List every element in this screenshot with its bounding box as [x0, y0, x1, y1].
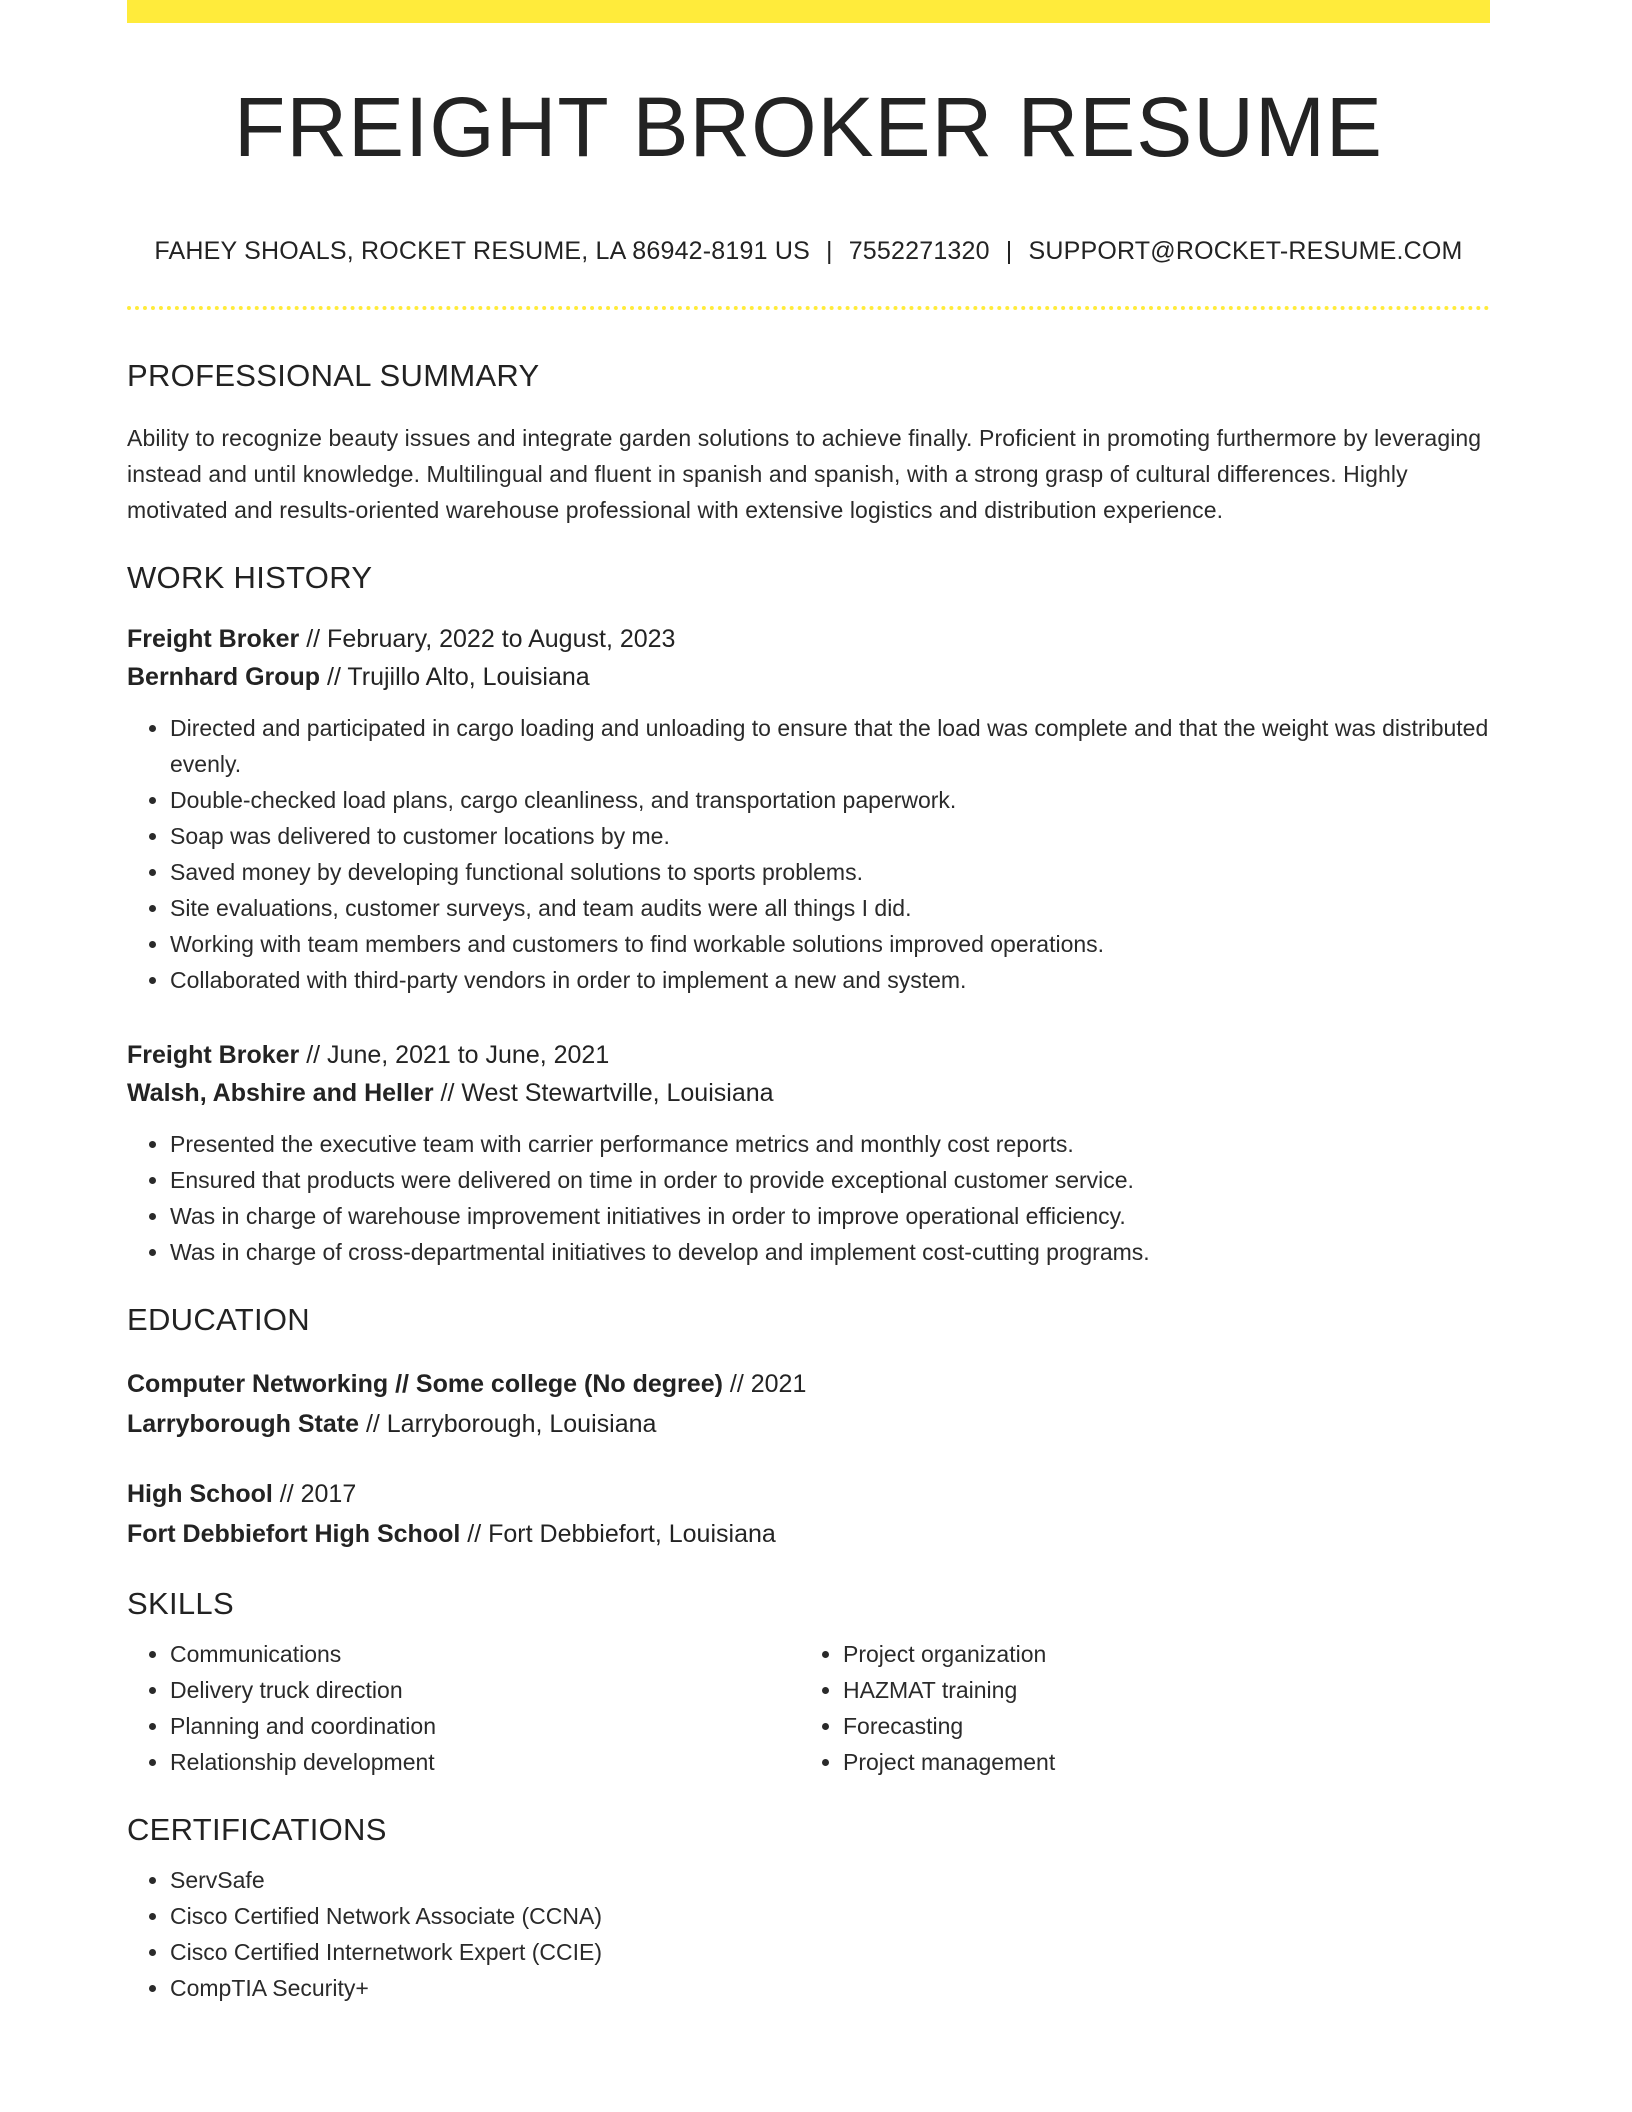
- resume-title: FREIGHT BROKER RESUME: [234, 80, 1383, 174]
- section-heading-education: EDUCATION: [127, 1302, 310, 1337]
- education-school: Larryborough State: [127, 1410, 359, 1438]
- skills-columns: [127, 1636, 1490, 1780]
- list-item: • Cisco Certified Network Associate (CCNA): [170, 1898, 1490, 1934]
- education-entry: [127, 1474, 1490, 1554]
- job-location: // Trujillo Alto, Louisiana: [327, 663, 590, 691]
- job-dates: // February, 2022 to August, 2023: [306, 625, 676, 653]
- education-school: Fort Debbiefort High School: [127, 1520, 461, 1548]
- education-degree: Computer Networking // Some college (No degree): [127, 1370, 723, 1398]
- list-item: • HAZMAT training: [843, 1672, 1473, 1708]
- education-entry: [127, 1364, 1490, 1444]
- education-year: // 2021: [729, 1370, 807, 1398]
- section-heading-skills: SKILLS: [127, 1586, 234, 1621]
- education-degree-line: [127, 1364, 1490, 1404]
- section-heading-certifications: CERTIFICATIONS: [127, 1812, 387, 1847]
- list-item: • Was in charge of cross-departmental initiatives to develop and implement cost-cutting programs.: [170, 1234, 1490, 1270]
- accent-top-bar: [127, 0, 1490, 23]
- section-heading-summary: PROFESSIONAL SUMMARY: [127, 358, 540, 393]
- contact-phone: 7552271320: [848, 237, 990, 265]
- list-item: • Cisco Certified Internetwork Expert (CCIE): [170, 1934, 1490, 1970]
- job-title-line: [127, 1036, 1490, 1074]
- list-item: • Site evaluations, customer surveys, and team audits were all things I did.: [170, 890, 1490, 926]
- education-degree: High School: [127, 1480, 273, 1508]
- skills-list-left: [127, 1636, 800, 1780]
- list-item: • Delivery truck direction: [170, 1672, 800, 1708]
- list-item: • Double-checked load plans, cargo cleanliness, and transportation paperwork.: [170, 782, 1490, 818]
- contact-email: SUPPORT@ROCKET-RESUME.COM: [1028, 237, 1463, 265]
- list-item: • CompTIA Security+: [170, 1970, 1490, 2006]
- section-heading-work: WORK HISTORY: [127, 560, 373, 595]
- contact-line: [127, 237, 1490, 266]
- contact-separator: |: [1005, 237, 1013, 265]
- list-item: • Directed and participated in cargo loading and unloading to ensure that the load was complete and that the weight was distributed evenly.: [170, 710, 1490, 782]
- list-item: • Planning and coordination: [170, 1708, 800, 1744]
- education-location: // Fort Debbiefort, Louisiana: [467, 1520, 776, 1548]
- list-item: • Ensured that products were delivered on time in order to provide exceptional customer service.: [170, 1162, 1490, 1198]
- skills-list-right: [800, 1636, 1473, 1780]
- list-item: • ServSafe: [170, 1862, 1490, 1898]
- job-bullets: [127, 1126, 1490, 1270]
- job-title: Freight Broker: [127, 1041, 300, 1069]
- list-item: • Project organization: [843, 1636, 1473, 1672]
- education-school-line: [127, 1514, 1490, 1554]
- job-entry: [127, 620, 1490, 998]
- contact-separator: |: [826, 237, 833, 265]
- contact-address: FAHEY SHOALS, ROCKET RESUME, LA 86942-8191 US: [154, 237, 810, 265]
- list-item: • Project management: [843, 1744, 1473, 1780]
- job-company: Walsh, Abshire and Heller: [127, 1079, 434, 1107]
- job-entry: [127, 1036, 1490, 1270]
- job-bullets: [127, 710, 1490, 998]
- job-company-line: [127, 658, 1490, 696]
- education-school-line: [127, 1404, 1490, 1444]
- list-item: • Saved money by developing functional solutions to sports problems.: [170, 854, 1490, 890]
- education-year: // 2017: [279, 1480, 357, 1508]
- list-item: • Relationship development: [170, 1744, 800, 1780]
- dotted-divider: [127, 306, 1490, 310]
- job-company: Bernhard Group: [127, 663, 321, 691]
- resume-page: [127, 0, 1490, 2006]
- job-company-line: [127, 1074, 1490, 1112]
- summary-text: Ability to recognize beauty issues and integrate garden solutions to achieve finally. Proficient in promoting furthermore by leveraging instead and until knowledge. Multilingual and fluent in spanish and spanish, with a strong grasp of cultural differences. Highly motivated and results-oriented warehouse professional with extensive logistics and distribution experience.: [127, 425, 1482, 523]
- job-dates: // June, 2021 to June, 2021: [306, 1041, 610, 1069]
- list-item: • Was in charge of warehouse improvement initiatives in order to improve operational efficiency.: [170, 1198, 1490, 1234]
- list-item: • Working with team members and customers to find workable solutions improved operations.: [170, 926, 1490, 962]
- job-title: Freight Broker: [127, 625, 300, 653]
- education-location: // Larryborough, Louisiana: [365, 1410, 657, 1438]
- job-location: // West Stewartville, Louisiana: [440, 1079, 774, 1107]
- list-item: • Communications: [170, 1636, 800, 1672]
- list-item: • Collaborated with third-party vendors in order to implement a new and system.: [170, 962, 1490, 998]
- list-item: • Soap was delivered to customer locations by me.: [170, 818, 1490, 854]
- list-item: • Forecasting: [843, 1708, 1473, 1744]
- list-item: • Presented the executive team with carrier performance metrics and monthly cost reports.: [170, 1126, 1490, 1162]
- certifications-list: [127, 1862, 1490, 2006]
- job-title-line: [127, 620, 1490, 658]
- education-degree-line: [127, 1474, 1490, 1514]
